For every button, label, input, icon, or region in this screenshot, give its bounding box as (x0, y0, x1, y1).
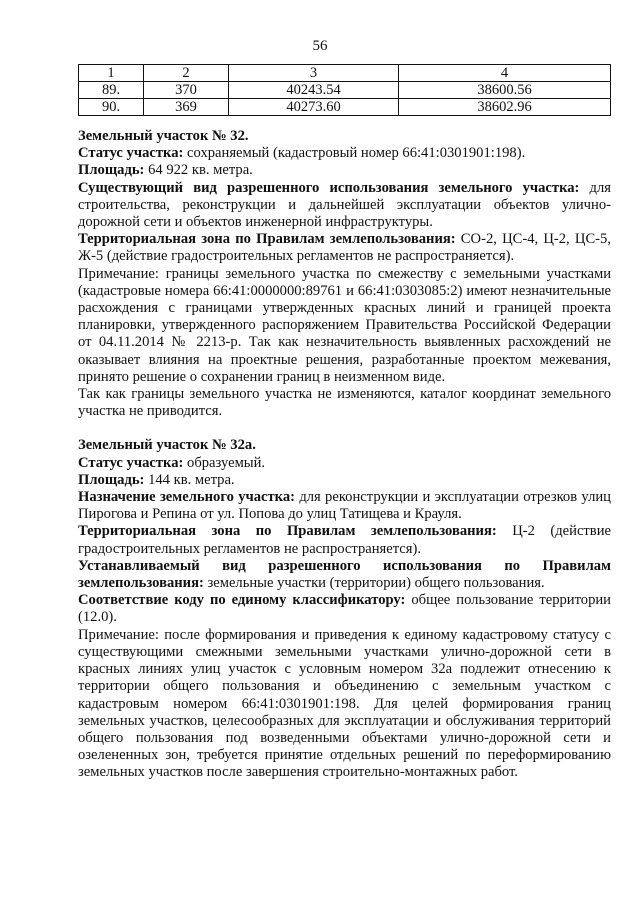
plot-32-zone (78, 231, 611, 265)
status-label: Статус участка: (78, 454, 184, 471)
table-header-row (79, 65, 611, 82)
table-cell: 38600.56 (399, 82, 611, 99)
table-cell: 38602.96 (399, 99, 611, 116)
classifier-label: Соответствие коду по единому классификатору: (78, 592, 406, 609)
status-label: Статус участка: (78, 145, 184, 162)
classifier-value: общее пользование территории (12.0). (78, 592, 611, 626)
plot-32a-note: Примечание: после формирования и приведения к единому кадастровому статусу с существующими смежными земельными участками улично-дорожной сети в красных линиях улиц участок с условным номером 32а подлежит отнесению к территории общего пользования и объединению с земельным участком с кадастровым номером 66:41:0301901:198. Для целей формирования границ земельных участков, целесообразных для эксплуатации и обслуживания территорий общего пользования под возведенными объектами улично-дорожной сети и озелененных зон, требуется принятие отдельных решений по переформированию земельных участков после завершения строительно-монтажных работ. (78, 626, 611, 781)
use-value: земельные участки (территории) общего пользования. (203, 575, 545, 592)
header-cell: 1 (79, 65, 144, 82)
area-label: Площадь: (78, 471, 145, 488)
plot-32a-title: Земельный участок № 32а. (78, 437, 256, 454)
zone-label: Территориальная зона по Правилам землепользования: (78, 231, 456, 248)
status-value: сохраняемый (кадастровый номер 66:41:0301901:198). (183, 145, 526, 162)
plot-32-note: Примечание: границы земельного участка по смежеству с земельными участками (кадастровые номера 66:41:0000000:89761 и 66:41:0303085:2) имеют незначительные расхождения с границами утвержденных красных линий и границей проекта планировки, утвержденного распоряжением Правительства Российской Федерации от 04.11.2014 № 2213-р. Так как незначительность выявленных расхождений не оказывает влияния на проектные решения, разработанные проектом межевания, принято решение о сохранении границ в неизменном виде. (78, 265, 611, 385)
plot-32-catalog-note: Так как границы земельного участка не изменяются, каталог координат земельного участка не приводится. (78, 386, 611, 420)
header-cell: 3 (229, 65, 399, 82)
zone-value: СО-2, ЦС-4, Ц-2, ЦС-5, Ж-5 (действие градостроительных регламентов не распространяется). (78, 231, 611, 265)
table-cell: 369 (144, 99, 229, 116)
plot-32a-use (78, 558, 611, 592)
plot-32a-area (78, 472, 611, 489)
plot-32-status (78, 145, 611, 162)
area-value: 144 кв. метра. (144, 471, 235, 488)
plot-32a-purpose (78, 489, 611, 523)
table-row (79, 82, 611, 99)
header-cell: 4 (399, 65, 611, 82)
table-cell: 40273.60 (229, 99, 399, 116)
plot-32-title: Земельный участок № 32. (78, 128, 249, 144)
use-value: для строительства, реконструкции и дальнейшей эксплуатации объектов улично-дорожной сети и объектов инженерной инфраструктуры. (78, 179, 611, 231)
table-cell: 370 (144, 82, 229, 99)
plot-32a-status (78, 455, 611, 472)
page-number: 56 (312, 38, 328, 54)
area-value: 64 922 кв. метра. (144, 162, 253, 179)
table-row (79, 99, 611, 116)
status-value: образуемый. (183, 454, 266, 471)
use-label: Существующий вид разрешенного использования земельного участка: (78, 179, 580, 196)
coordinates-table (78, 64, 611, 116)
zone-label: Территориальная зона по Правилам землепользования: (78, 523, 497, 540)
table-cell: 40243.54 (229, 82, 399, 99)
plot-32a-zone (78, 523, 611, 557)
use-label: Устанавливаемый вид разрешенного использования по Правилам землепользования: (78, 557, 611, 592)
area-label: Площадь: (78, 162, 145, 179)
section-gap (78, 420, 611, 437)
table-cell: 89. (79, 82, 144, 99)
plot-32-area (78, 162, 611, 179)
header-cell: 2 (144, 65, 229, 82)
purpose-value: для реконструкции и эксплуатации отрезков улиц Пирогова и Репина от ул. Попова до улиц Татищева и Крауля. (78, 489, 611, 523)
table-cell: 90. (79, 99, 144, 116)
purpose-label: Назначение земельного участка: (78, 489, 296, 506)
plot-32a-classifier (78, 592, 611, 626)
plot-32-use (78, 180, 611, 232)
document-body (78, 128, 611, 782)
zone-value: Ц-2 (действие градостроительных регламентов не распространяется). (78, 523, 611, 557)
